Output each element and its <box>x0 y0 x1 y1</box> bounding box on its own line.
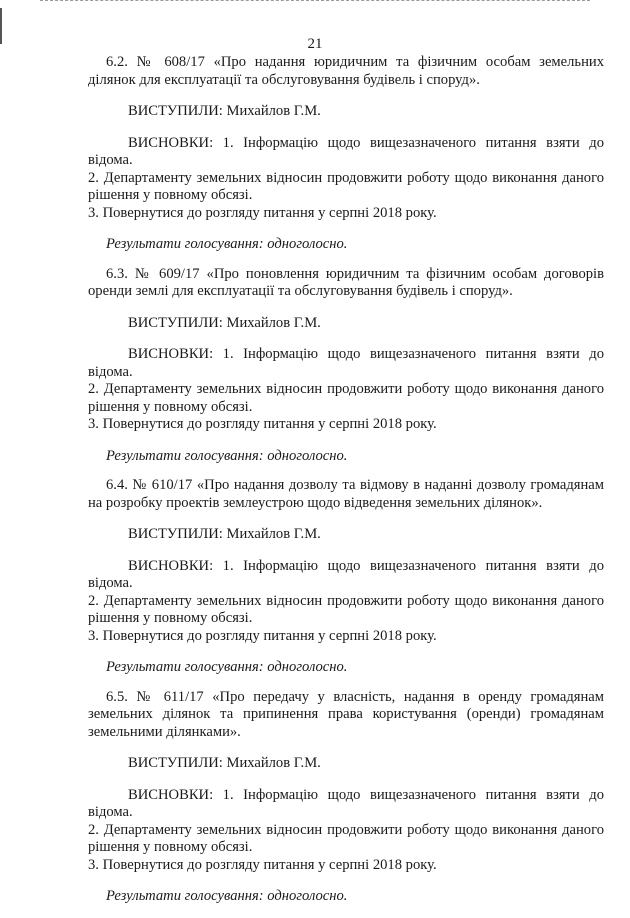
page-number: 21 <box>307 36 323 52</box>
agenda-item-title: 6.2. № 608/17 «Про надання юридичним та фізичним особам земельних ділянок для експлуатації та обслуговування будівель і споруд». <box>88 54 604 88</box>
conclusion-2: 2. Департаменту земельних відносин продовжити роботу щодо виконання даного рішення у повному обсязі. <box>88 169 604 203</box>
speakers-line: ВИСТУПИЛИ: Михайлов Г.М. <box>128 755 321 771</box>
page-top-border <box>40 0 590 2</box>
vote-result <box>88 448 604 466</box>
conclusion-3: 3. Повернутися до розгляду питання у серпні 2018 року. <box>88 856 437 873</box>
conclusion-2: 2. Департаменту земельних відносин продовжити роботу щодо виконання даного рішення у повному обсязі. <box>88 592 604 626</box>
conclusion-3: 3. Повернутися до розгляду питання у серпні 2018 року. <box>88 627 437 644</box>
speakers-line: ВИСТУПИЛИ: Михайлов Г.М. <box>128 314 321 331</box>
agenda-item-title: 6.4. № 610/17 «Про надання дозволу та відмову в наданні дозволу громадянам на розробку проектів землеустрою щодо відведення земельних ділянок». <box>88 477 604 511</box>
vote-label: Результати голосування: <box>106 888 264 904</box>
agenda-item-6-3 <box>88 266 604 466</box>
vote-label: Результати голосування: <box>106 447 264 464</box>
vote-label: Результати голосування: <box>106 236 264 252</box>
conclusion-1: ВИСНОВКИ: 1. Інформацію щодо вищезазначеного питання взяти до відома. <box>88 786 604 820</box>
vote-result <box>88 888 604 906</box>
conclusion-2: 2. Департаменту земельних відносин продовжити роботу щодо виконання даного рішення у повному обсязі. <box>88 381 604 415</box>
speakers-line: ВИСТУПИЛИ: Михайлов Г.М. <box>128 103 321 119</box>
agenda-item-6-5 <box>88 689 604 906</box>
vote-result <box>88 659 604 677</box>
conclusion-1: ВИСНОВКИ: 1. Інформацію щодо вищезазначеного питання взяти до відома. <box>88 557 604 591</box>
speakers-line: ВИСТУПИЛИ: Михайлов Г.М. <box>128 526 321 542</box>
vote-value: одноголосно. <box>267 888 348 904</box>
vote-result <box>88 236 604 254</box>
conclusion-1: ВИСНОВКИ: 1. Інформацію щодо вищезазначеного питання взяти до відома. <box>88 346 604 380</box>
agenda-item-6-2 <box>88 54 604 254</box>
agenda-item-title: 6.3. № 609/17 «Про поновлення юридичним та фізичним особам договорів оренди землі для експлуатації та обслуговування будівель і споруд». <box>88 265 604 299</box>
vote-value: одноголосно. <box>267 236 348 252</box>
agenda-item-6-4 <box>88 477 604 677</box>
vote-value: одноголосно. <box>267 447 348 464</box>
vote-value: одноголосно. <box>267 659 348 675</box>
vote-label: Результати голосування: <box>106 659 264 675</box>
agenda-item-title: 6.5. № 611/17 «Про передачу у власність, надання в оренду громадянам земельних ділянок та припинення права користування (оренди) громадянам земельними ділянками». <box>88 688 604 740</box>
minutes-content <box>88 54 604 918</box>
conclusion-1: ВИСНОВКИ: 1. Інформацію щодо вищезазначеного питання взяти до відома. <box>88 134 604 168</box>
conclusion-2: 2. Департаменту земельних відносин продовжити роботу щодо виконання даного рішення у повному обсязі. <box>88 821 604 855</box>
conclusion-3: 3. Повернутися до розгляду питання у серпні 2018 року. <box>88 204 437 221</box>
conclusion-3: 3. Повернутися до розгляду питання у серпні 2018 року. <box>88 416 437 432</box>
